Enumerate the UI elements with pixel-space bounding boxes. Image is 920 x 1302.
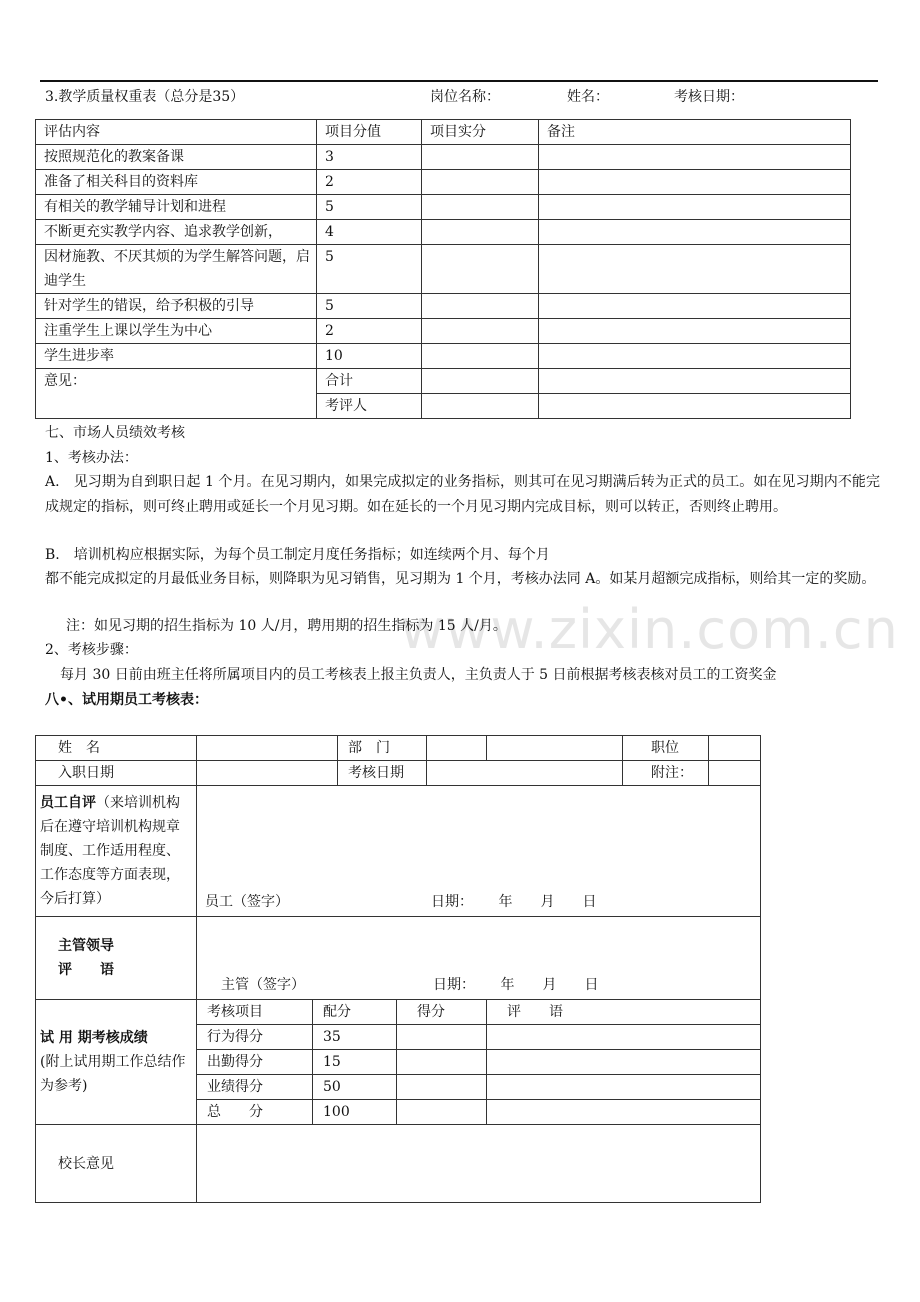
heading-8: 八•、试用期员工考核表：	[45, 692, 208, 708]
header-cell: 评估内容	[36, 120, 317, 145]
position-field[interactable]	[709, 736, 761, 761]
actual-score-cell[interactable]	[422, 170, 539, 195]
header-cell: 备注	[539, 120, 851, 145]
actual-score-cell[interactable]	[422, 344, 539, 369]
employee-sign: 员工（签字）	[205, 894, 289, 910]
score-item: 行为得分	[197, 1025, 313, 1050]
reviewer-label: 考评人	[317, 394, 422, 419]
score-header: 得分	[397, 1000, 487, 1025]
watermark: www.zixin.com.cn	[400, 598, 899, 661]
item-cell: 准备了相关科目的资料库	[36, 170, 317, 195]
name-field[interactable]	[197, 736, 338, 761]
principal-label: 校长意见	[36, 1125, 197, 1203]
actual-score-cell[interactable]	[422, 145, 539, 170]
item-cell: 不断更充实教学内容、追求教学创新，	[36, 220, 317, 245]
review-date-field[interactable]	[427, 761, 623, 786]
score-item: 总 分	[197, 1100, 313, 1125]
score-comment[interactable]	[487, 1075, 761, 1100]
table-header-row	[36, 120, 851, 145]
total-actual-cell[interactable]	[422, 369, 539, 394]
score-cell: 2	[317, 319, 422, 344]
score-comment[interactable]	[487, 1100, 761, 1125]
total-row	[36, 369, 851, 394]
table-row	[36, 761, 761, 786]
teaching-quality-table	[35, 119, 851, 419]
score-got[interactable]	[397, 1050, 487, 1075]
hire-date-label: 入职日期	[36, 761, 197, 786]
section3-title: 3.教学质量权重表（总分是35）	[45, 89, 245, 105]
total-label: 合计	[317, 369, 422, 394]
trial-review-table	[35, 735, 761, 1203]
note: 注：如见习期的招生指标为 10 人/月，聘用期的招生指标为 15 人/月。	[66, 618, 507, 634]
actual-score-cell[interactable]	[422, 220, 539, 245]
table-row	[36, 344, 851, 369]
header-cell: 项目实分	[422, 120, 539, 145]
supervisor-sign: 主管（签字）	[221, 977, 305, 993]
score-header: 配分	[313, 1000, 397, 1025]
dept-field-ext[interactable]	[487, 736, 623, 761]
score-header: 考核项目	[197, 1000, 313, 1025]
trial-desc: (附上试用期工作总结作为参考)	[40, 1054, 186, 1094]
score-cell: 10	[317, 344, 422, 369]
position-label: 职位	[623, 736, 709, 761]
remark-field[interactable]	[709, 761, 761, 786]
dept-label: 部 门	[338, 736, 427, 761]
remark-cell[interactable]	[539, 145, 851, 170]
score-got[interactable]	[397, 1100, 487, 1125]
self-eval-title: 员工自评	[40, 795, 96, 811]
table-row	[36, 145, 851, 170]
actual-score-cell[interactable]	[422, 245, 539, 294]
name-label: 姓名：	[567, 89, 609, 105]
score-cell: 5	[317, 294, 422, 319]
remark-cell[interactable]	[539, 245, 851, 294]
opinion-cell: 意见：	[36, 369, 317, 419]
table-row	[36, 294, 851, 319]
actual-score-cell[interactable]	[422, 319, 539, 344]
supervisor-label-line2: 评 语	[58, 962, 114, 978]
remark-cell[interactable]	[539, 294, 851, 319]
trial-title: 试 用 期考核成绩	[40, 1030, 148, 1046]
remark-cell[interactable]	[539, 195, 851, 220]
remark-cell[interactable]	[539, 220, 851, 245]
heading-7-2: 2、考核步骤：	[45, 642, 138, 658]
actual-score-cell[interactable]	[422, 195, 539, 220]
score-comment[interactable]	[487, 1025, 761, 1050]
self-eval-label	[36, 786, 197, 917]
supervisor-date: 日期： 年 月 日	[433, 977, 599, 993]
supervisor-label	[36, 917, 197, 1000]
score-cell: 2	[317, 170, 422, 195]
score-comment[interactable]	[487, 1050, 761, 1075]
score-cell: 5	[317, 245, 422, 294]
score-item: 业绩得分	[197, 1075, 313, 1100]
score-points: 15	[313, 1050, 397, 1075]
score-header: 评 语	[487, 1000, 761, 1025]
item-cell: 按照规范化的教案备课	[36, 145, 317, 170]
supervisor-field[interactable]	[197, 917, 761, 1000]
principal-row	[36, 1125, 761, 1203]
score-got[interactable]	[397, 1025, 487, 1050]
table-row	[36, 736, 761, 761]
top-divider	[40, 80, 878, 82]
self-eval-desc: （来培训机构后在遵守培训机构规章制度、工作适用程度、工作态度等方面表现，今后打算）	[40, 795, 180, 907]
score-points: 100	[313, 1100, 397, 1125]
item-cell: 针对学生的错误，给予积极的引导	[36, 294, 317, 319]
item-cell: 学生进步率	[36, 344, 317, 369]
reviewer-cell[interactable]	[422, 394, 539, 419]
score-cell: 4	[317, 220, 422, 245]
employee-date: 日期： 年 月 日	[431, 894, 597, 910]
item-cell: 有相关的教学辅导计划和进程	[36, 195, 317, 220]
heading-7: 七、市场人员绩效考核	[45, 425, 185, 441]
table-row	[36, 245, 851, 294]
supervisor-row	[36, 917, 761, 1000]
remark-cell[interactable]	[539, 319, 851, 344]
score-got[interactable]	[397, 1075, 487, 1100]
paragraph-a: A. 见习期为自到职日起 1 个月。在见习期内，如果完成拟定的业务指标，则其可在见习期满后转为正式的员工。如在见习期内不能完成规定的指标，则可终止聘用或延长一个月见习期。如在延长的一个月见习期内完成目标，则可以转正，否则终止聘用。	[45, 474, 880, 515]
score-cell: 3	[317, 145, 422, 170]
remark-label: 附注：	[623, 761, 709, 786]
heading-7-1: 1、考核办法：	[45, 450, 138, 466]
review-date-label: 考核日期	[338, 761, 427, 786]
table-row	[36, 170, 851, 195]
table-row	[36, 195, 851, 220]
supervisor-label-line1: 主管领导	[58, 938, 114, 954]
date-label: 考核日期：	[674, 89, 744, 105]
item-cell: 注重学生上课以学生为中心	[36, 319, 317, 344]
score-header-row	[36, 1000, 761, 1025]
actual-score-cell[interactable]	[422, 294, 539, 319]
dept-field[interactable]	[427, 736, 487, 761]
score-item: 出勤得分	[197, 1050, 313, 1075]
paragraph-b-line2: 都不能完成拟定的月最低业务目标，则降职为见习销售，见习期为 1 个月，考核办法同 A。如某月超额完成指标，则给其一定的奖励。	[45, 571, 876, 587]
score-cell: 5	[317, 195, 422, 220]
name-label: 姓 名	[36, 736, 197, 761]
self-eval-field[interactable]	[197, 786, 761, 917]
hire-date-field[interactable]	[197, 761, 338, 786]
trial-label	[36, 1000, 197, 1125]
reviewer-remark-cell[interactable]	[539, 394, 851, 419]
total-remark-cell[interactable]	[539, 369, 851, 394]
self-eval-row	[36, 786, 761, 917]
item-cell: 因材施教、不厌其烦的为学生解答问题，启迪学生	[36, 245, 317, 294]
score-points: 50	[313, 1075, 397, 1100]
paragraph-b-line1: B. 培训机构应根据实际，为每个员工制定月度任务指标；如连续两个月、每个月	[45, 547, 550, 563]
header-cell: 项目分值	[317, 120, 422, 145]
remark-cell[interactable]	[539, 170, 851, 195]
table-row	[36, 319, 851, 344]
remark-cell[interactable]	[539, 344, 851, 369]
table-row	[36, 220, 851, 245]
post-label: 岗位名称：	[430, 89, 500, 105]
step-text: 每月 30 日前由班主任将所属项目内的员工考核表上报主负责人，主负责人于 5 日前根据考核表核对员工的工资奖金	[60, 667, 777, 683]
score-points: 35	[313, 1025, 397, 1050]
principal-field[interactable]	[197, 1125, 761, 1203]
